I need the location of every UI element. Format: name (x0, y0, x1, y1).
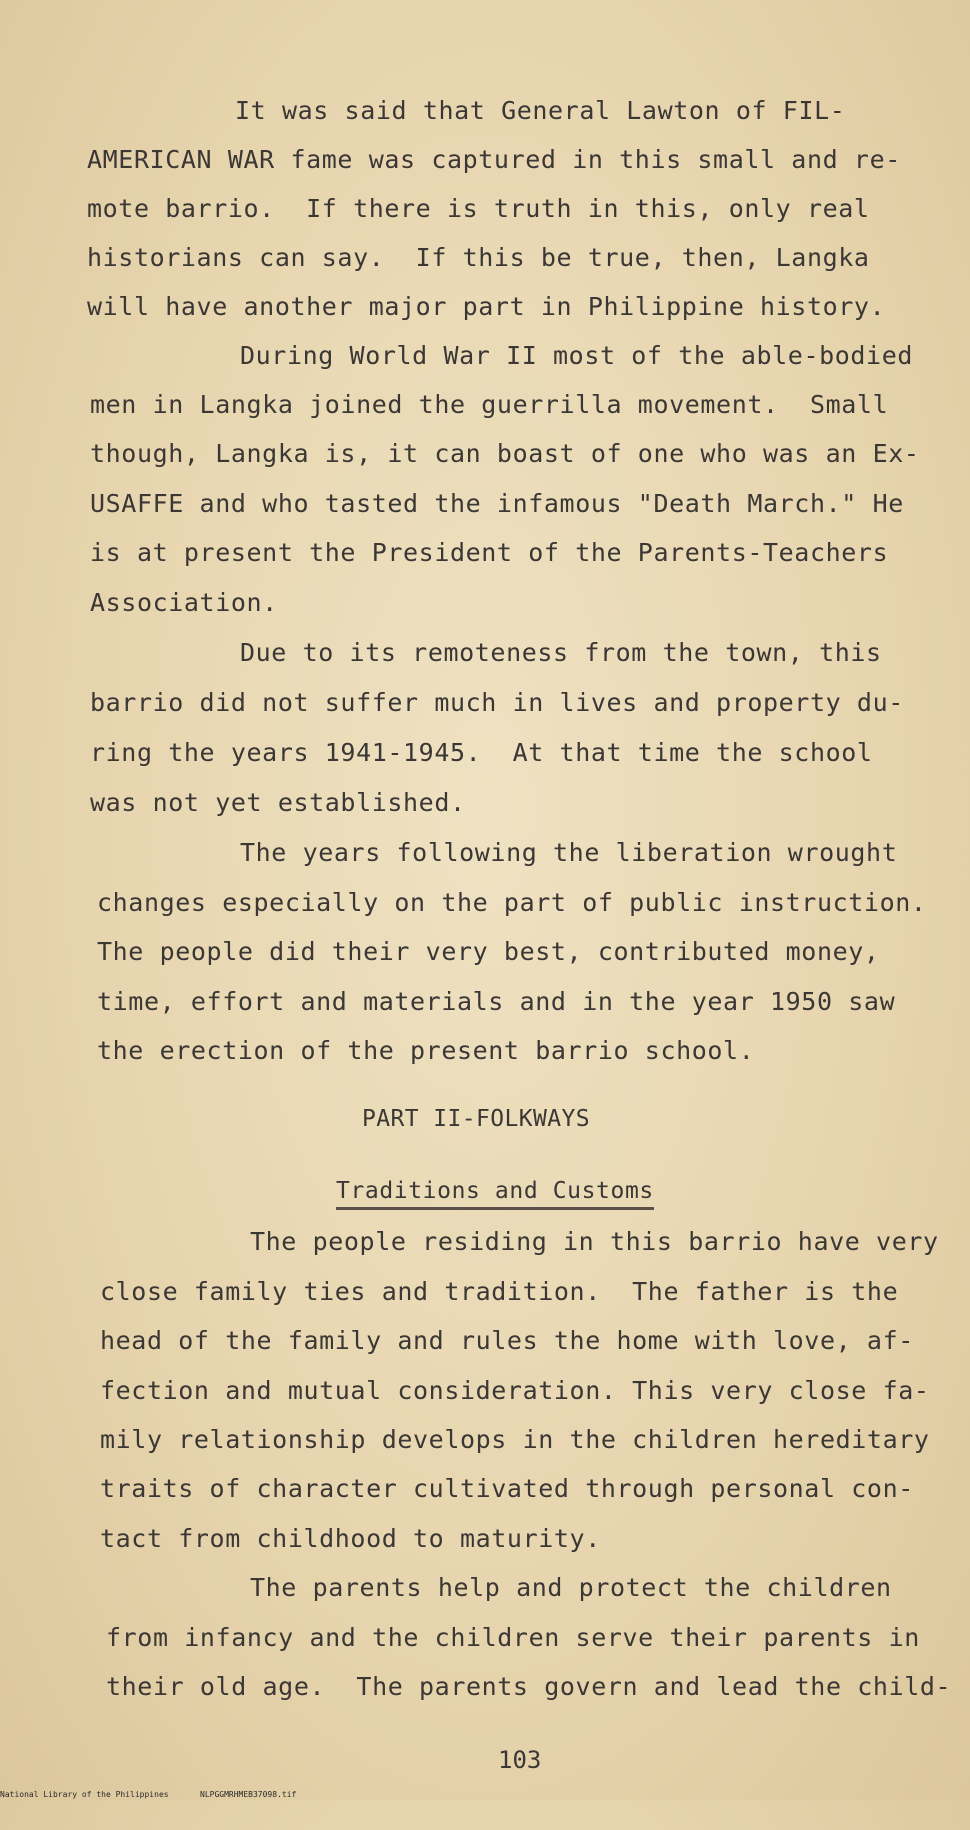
text-line: the erection of the present barrio school. (97, 1036, 755, 1065)
text-line: will have another major part in Philippine history. (87, 292, 886, 321)
page-number: 103 (498, 1746, 542, 1774)
text-line: changes especially on the part of public instruction. (97, 888, 927, 917)
text-line: Association. (90, 588, 278, 617)
text-line: It was said that General Lawton of FIL- (235, 96, 846, 125)
text-line: ring the years 1941-1945. At that time the school (90, 738, 873, 767)
text-line: close family ties and tradition. The father is the (100, 1277, 899, 1306)
text-line: USAFFE and who tasted the infamous "Death March." He (90, 489, 904, 518)
text-line: is at present the President of the Parents-Teachers (90, 538, 889, 567)
text-line: though, Langka is, it can boast of one who was an Ex- (90, 439, 920, 468)
section-heading: Traditions and Customs (336, 1176, 654, 1210)
text-line: from infancy and the children serve their parents in (106, 1623, 920, 1652)
text-line: mily relationship develops in the children hereditary (100, 1425, 930, 1454)
text-line: The people residing in this barrio have very (250, 1227, 939, 1256)
text-line: fection and mutual consideration. This very close fa- (100, 1376, 930, 1405)
text-line: men in Langka joined the guerrilla movement. Small (90, 390, 889, 419)
library-credit: National Library of the Philippines (0, 1790, 169, 1799)
scan-footer (0, 1790, 970, 1800)
text-line: mote barrio. If there is truth in this, only real (87, 194, 870, 223)
text-line: The parents help and protect the children (250, 1573, 892, 1602)
text-line: barrio did not suffer much in lives and property du- (90, 688, 904, 717)
text-line: was not yet established. (90, 788, 466, 817)
text-line: traits of character cultivated through personal con- (100, 1474, 914, 1503)
text-line: The years following the liberation wrought (240, 838, 898, 867)
text-line: The people did their very best, contributed money, (97, 937, 880, 966)
scan-filename: NLPGGMRHMEB37098.tif (200, 1790, 297, 1799)
text-line: tact from childhood to maturity. (100, 1524, 601, 1553)
part-heading: PART II-FOLKWAYS (362, 1106, 590, 1132)
text-line: historians can say. If this be true, then, Langka (87, 243, 870, 272)
text-line: their old age. The parents govern and lead the child- (106, 1672, 952, 1701)
text-line: time, effort and materials and in the year 1950 saw (97, 987, 896, 1016)
text-line: During World War II most of the able-bodied (240, 341, 914, 370)
text-line: head of the family and rules the home with love, af- (100, 1326, 914, 1355)
text-line: Due to its remoteness from the town, this (240, 638, 882, 667)
text-line: AMERICAN WAR fame was captured in this small and re- (87, 145, 901, 174)
